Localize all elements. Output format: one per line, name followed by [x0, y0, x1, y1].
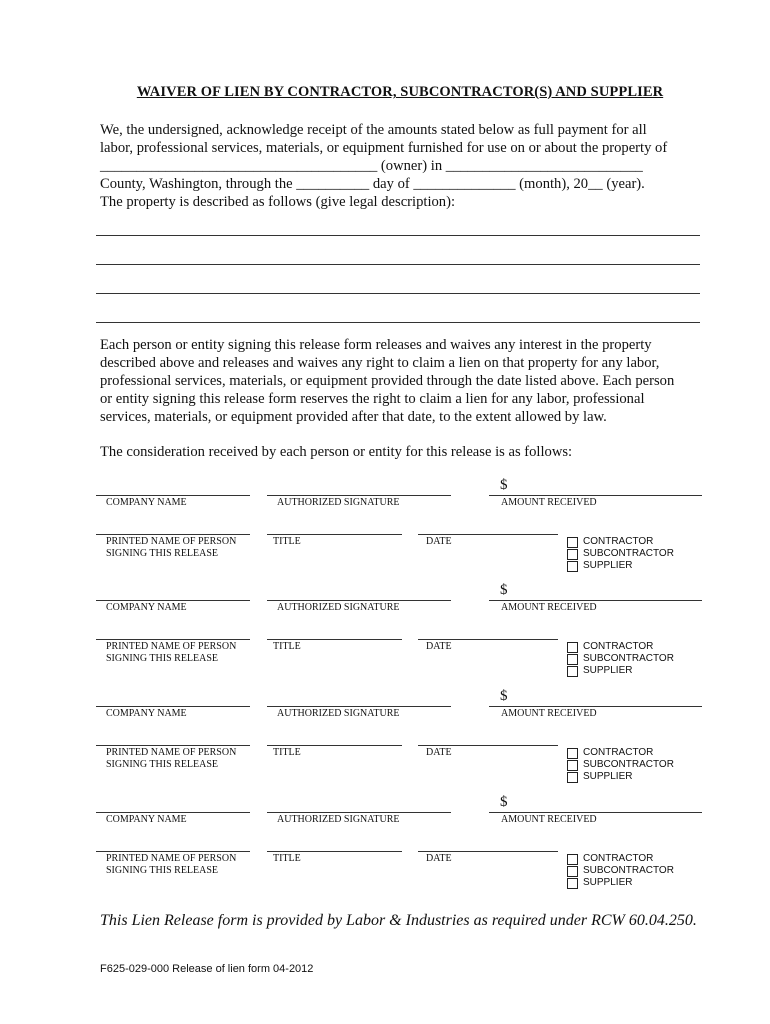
intro-paragraph [100, 121, 710, 211]
printed-name-label-1: PRINTED NAME OF PERSON [106, 641, 237, 652]
company-name-line[interactable] [96, 706, 250, 707]
printed-name-label-2: SIGNING THIS RELEASE [106, 653, 219, 664]
printed-name-label-2: SIGNING THIS RELEASE [106, 548, 219, 559]
authorized-signature-label: AUTHORIZED SIGNATURE [277, 814, 400, 825]
title-label: TITLE [273, 536, 301, 547]
date-label: DATE [426, 536, 452, 547]
authorized-signature-line[interactable] [267, 600, 451, 601]
amount-received-label: AMOUNT RECEIVED [501, 708, 597, 719]
contractor-label: CONTRACTOR [583, 536, 654, 547]
company-name-line[interactable] [96, 812, 250, 813]
printed-name-label-1: PRINTED NAME OF PERSON [106, 853, 237, 864]
printed-name-label-1: PRINTED NAME OF PERSON [106, 536, 237, 547]
consideration-text: The consideration received by each person or entity for this release is as follows: [100, 444, 573, 460]
date-label: DATE [426, 641, 452, 652]
printed-name-label-2: SIGNING THIS RELEASE [106, 865, 219, 876]
subcontractor-label: SUBCONTRACTOR [583, 759, 674, 770]
amount-received-label: AMOUNT RECEIVED [501, 497, 597, 508]
supplier-label: SUPPLIER [583, 877, 633, 888]
legal-description-line-1[interactable] [96, 235, 700, 236]
release-paragraph [100, 336, 710, 426]
contractor-label: CONTRACTOR [583, 747, 654, 758]
intro-line-2: labor, professional services, materials, or equipment furnished for use on or about the property of [100, 140, 668, 156]
supplier-checkbox[interactable] [567, 561, 578, 572]
release-line-5: services, materials, or equipment provided after that date, to the extent allowed by law. [100, 409, 607, 425]
release-line-4: or entity signing this release form reserves the right to claim a lien for any labor, professional [100, 391, 645, 407]
authorized-signature-label: AUTHORIZED SIGNATURE [277, 602, 400, 613]
title-line[interactable] [267, 534, 402, 535]
printed-name-line[interactable] [96, 851, 250, 852]
amount-received-label: AMOUNT RECEIVED [501, 814, 597, 825]
intro-line-4: County, Washington, through the __________ day of ______________ (month), 20__ (year). [100, 176, 645, 192]
company-name-label: COMPANY NAME [106, 708, 187, 719]
release-line-1: Each person or entity signing this release form releases and waives any interest in the property [100, 337, 652, 353]
contractor-label: CONTRACTOR [583, 641, 654, 652]
company-name-label: COMPANY NAME [106, 497, 187, 508]
printed-name-line[interactable] [96, 534, 250, 535]
legal-description-line-4[interactable] [96, 322, 700, 323]
amount-received-line[interactable] [489, 495, 702, 496]
subcontractor-label: SUBCONTRACTOR [583, 548, 674, 559]
contractor-checkbox[interactable] [567, 642, 578, 653]
contractor-checkbox[interactable] [567, 537, 578, 548]
company-name-line[interactable] [96, 600, 250, 601]
contractor-checkbox[interactable] [567, 748, 578, 759]
supplier-label: SUPPLIER [583, 771, 633, 782]
supplier-checkbox[interactable] [567, 878, 578, 889]
date-line[interactable] [418, 851, 558, 852]
company-name-label: COMPANY NAME [106, 602, 187, 613]
title-label: TITLE [273, 747, 301, 758]
authorized-signature-label: AUTHORIZED SIGNATURE [277, 708, 400, 719]
dollar-sign: $ [500, 582, 508, 598]
intro-line-1: We, the undersigned, acknowledge receipt of the amounts stated below as full payment for all [100, 122, 647, 138]
title-line[interactable] [267, 851, 402, 852]
intro-line-5: The property is described as follows (give legal description): [100, 194, 456, 210]
subcontractor-label: SUBCONTRACTOR [583, 865, 674, 876]
subcontractor-checkbox[interactable] [567, 549, 578, 560]
supplier-checkbox[interactable] [567, 666, 578, 677]
legal-description-line-2[interactable] [96, 264, 700, 265]
subcontractor-label: SUBCONTRACTOR [583, 653, 674, 664]
dollar-sign: $ [500, 688, 508, 704]
authorized-signature-line[interactable] [267, 495, 451, 496]
amount-received-line[interactable] [489, 600, 702, 601]
dollar-sign: $ [500, 477, 508, 493]
printed-name-line[interactable] [96, 745, 250, 746]
title-label: TITLE [273, 853, 301, 864]
supplier-label: SUPPLIER [583, 560, 633, 571]
date-line[interactable] [418, 534, 558, 535]
subcontractor-checkbox[interactable] [567, 760, 578, 771]
contractor-checkbox[interactable] [567, 854, 578, 865]
date-label: DATE [426, 853, 452, 864]
company-name-line[interactable] [96, 495, 250, 496]
printed-name-label-1: PRINTED NAME OF PERSON [106, 747, 237, 758]
title-line[interactable] [267, 745, 402, 746]
date-line[interactable] [418, 745, 558, 746]
date-label: DATE [426, 747, 452, 758]
company-name-label: COMPANY NAME [106, 814, 187, 825]
release-line-3: professional services, materials, or equipment provided through the date listed above. Each person [100, 373, 675, 389]
title-line[interactable] [267, 639, 402, 640]
release-line-2: described above and releases and waives any right to claim a lien on that property for any labor, [100, 355, 660, 371]
footer-note: This Lien Release form is provided by Labor & Industries as required under RCW 60.04.250. [100, 912, 697, 929]
amount-received-label: AMOUNT RECEIVED [501, 602, 597, 613]
supplier-checkbox[interactable] [567, 772, 578, 783]
authorized-signature-label: AUTHORIZED SIGNATURE [277, 497, 400, 508]
supplier-label: SUPPLIER [583, 665, 633, 676]
intro-line-3: ______________________________________ (owner) in ___________________________ [100, 158, 643, 174]
amount-received-line[interactable] [489, 812, 702, 813]
subcontractor-checkbox[interactable] [567, 866, 578, 877]
authorized-signature-line[interactable] [267, 812, 451, 813]
printed-name-label-2: SIGNING THIS RELEASE [106, 759, 219, 770]
authorized-signature-line[interactable] [267, 706, 451, 707]
amount-received-line[interactable] [489, 706, 702, 707]
contractor-label: CONTRACTOR [583, 853, 654, 864]
legal-description-line-3[interactable] [96, 293, 700, 294]
printed-name-line[interactable] [96, 639, 250, 640]
dollar-sign: $ [500, 794, 508, 810]
title-label: TITLE [273, 641, 301, 652]
form-title: WAIVER OF LIEN BY CONTRACTOR, SUBCONTRACTOR(S) AND SUPPLIER [136, 84, 664, 100]
date-line[interactable] [418, 639, 558, 640]
subcontractor-checkbox[interactable] [567, 654, 578, 665]
form-id: F625-029-000 Release of lien form 04-2012 [100, 963, 314, 975]
